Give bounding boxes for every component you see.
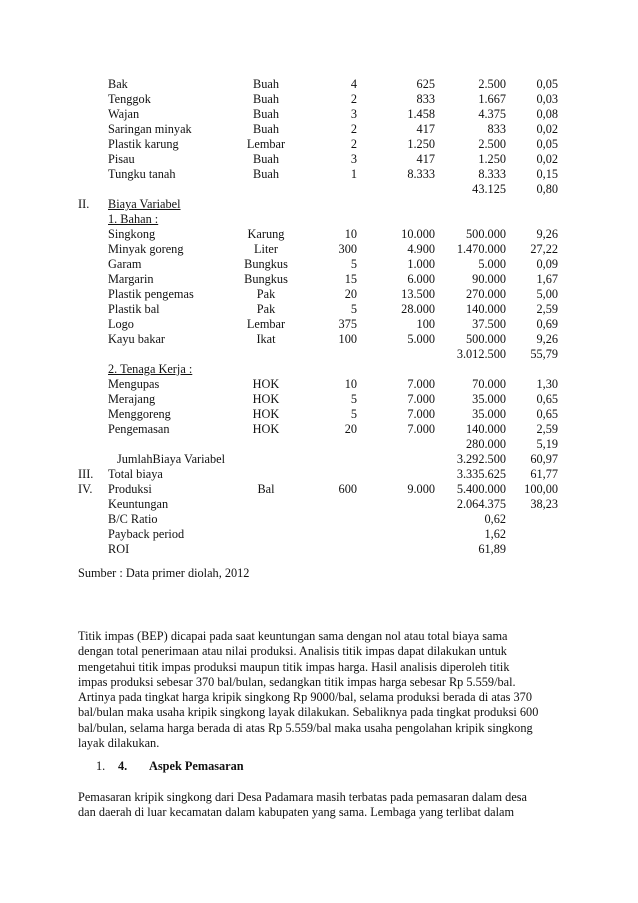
roman-numeral-cell: III. bbox=[78, 467, 94, 481]
roman-numeral-cell bbox=[78, 227, 108, 242]
marketing-paragraph bbox=[78, 790, 558, 821]
item-name-cell: Margarin bbox=[108, 272, 154, 286]
percent-cell bbox=[506, 527, 558, 542]
roman-numeral-cell bbox=[78, 392, 108, 407]
quantity-cell bbox=[306, 362, 357, 377]
table-row bbox=[78, 482, 558, 497]
item-name-cell: Menggoreng bbox=[108, 407, 171, 421]
table-row bbox=[78, 362, 558, 377]
roman-numeral-cell bbox=[78, 287, 108, 302]
source-note: Sumber : Data primer diolah, 2012 bbox=[78, 566, 250, 580]
total-cell: 61,89 bbox=[478, 542, 506, 556]
percent-cell: 9,26 bbox=[536, 332, 558, 346]
table-row bbox=[78, 467, 558, 482]
percent-cell: 0,09 bbox=[536, 257, 558, 271]
unit-cell bbox=[226, 542, 306, 557]
total-cell: 70.000 bbox=[472, 377, 506, 391]
total-cell: 2.500 bbox=[478, 137, 506, 151]
roman-numeral-cell bbox=[78, 317, 108, 332]
heading-number-inner: 4. bbox=[118, 759, 128, 773]
unit-price-cell: 4.900 bbox=[407, 242, 435, 256]
total-cell: 43.125 bbox=[472, 182, 506, 196]
unit-price-cell: 1.458 bbox=[407, 107, 435, 121]
total-cell: 5.400.000 bbox=[456, 482, 506, 496]
roman-numeral-cell bbox=[78, 497, 108, 512]
quantity-cell: 600 bbox=[338, 482, 357, 496]
table-row bbox=[78, 407, 558, 422]
unit-cell bbox=[226, 182, 306, 197]
item-name-cell: Pengemasan bbox=[108, 422, 170, 436]
quantity-cell: 5 bbox=[350, 302, 357, 316]
unit-price-cell bbox=[357, 542, 435, 557]
roman-numeral-cell bbox=[78, 437, 108, 452]
percent-cell: 0,65 bbox=[536, 407, 558, 421]
quantity-cell bbox=[306, 542, 357, 557]
table-row bbox=[78, 347, 558, 362]
roman-numeral-cell bbox=[78, 422, 108, 437]
roman-numeral-cell bbox=[78, 527, 108, 542]
item-name-cell: Wajan bbox=[108, 107, 140, 121]
unit-price-cell: 417 bbox=[416, 122, 435, 136]
unit-cell: Lembar bbox=[246, 137, 286, 151]
unit-price-cell: 5.000 bbox=[407, 332, 435, 346]
percent-cell bbox=[506, 542, 558, 557]
item-name-cell: Logo bbox=[108, 317, 134, 331]
unit-price-cell: 417 bbox=[416, 152, 435, 166]
unit-price-cell: 28.000 bbox=[401, 302, 435, 316]
item-name-cell: ROI bbox=[108, 542, 130, 556]
item-name-cell: Plastik pengemas bbox=[108, 287, 194, 301]
unit-cell bbox=[226, 512, 306, 527]
roman-numeral-cell bbox=[78, 92, 108, 107]
table-row bbox=[78, 152, 558, 167]
item-name-cell: Biaya Variabel bbox=[108, 197, 181, 211]
item-name-cell: Kayu bakar bbox=[108, 332, 166, 346]
total-cell: 37.500 bbox=[472, 317, 506, 331]
percent-cell: 1,67 bbox=[536, 272, 558, 286]
quantity-cell bbox=[306, 467, 357, 482]
percent-cell: 27,22 bbox=[530, 242, 558, 256]
item-name-cell: JumlahBiaya Variabel bbox=[117, 452, 226, 466]
percent-cell bbox=[506, 362, 558, 377]
total-cell: 0,62 bbox=[484, 512, 506, 526]
roman-numeral-cell bbox=[78, 257, 108, 272]
total-cell: 4.375 bbox=[478, 107, 506, 121]
percent-cell bbox=[506, 197, 558, 212]
unit-cell bbox=[226, 362, 306, 377]
percent-cell bbox=[506, 512, 558, 527]
total-cell: 2.500 bbox=[478, 77, 506, 91]
total-cell: 1.470.000 bbox=[456, 242, 506, 256]
roman-numeral-cell bbox=[78, 152, 108, 167]
unit-cell bbox=[226, 527, 306, 542]
item-name-cell: Keuntungan bbox=[108, 497, 169, 511]
unit-price-cell bbox=[357, 347, 435, 362]
unit-price-cell bbox=[357, 212, 435, 227]
unit-cell: HOK bbox=[252, 392, 280, 406]
table-row bbox=[78, 122, 558, 137]
table-row bbox=[78, 542, 558, 557]
quantity-cell bbox=[306, 182, 357, 197]
item-name-cell: Tenggok bbox=[108, 92, 151, 106]
table-row bbox=[78, 182, 558, 197]
roman-numeral-cell bbox=[78, 242, 108, 257]
unit-cell: Bungkus bbox=[244, 257, 288, 271]
unit-cell: HOK bbox=[252, 407, 280, 421]
total-cell: 500.000 bbox=[466, 227, 506, 241]
roman-numeral-cell bbox=[78, 542, 108, 557]
quantity-cell: 1 bbox=[350, 167, 357, 181]
unit-price-cell bbox=[357, 527, 435, 542]
unit-cell: Buah bbox=[253, 152, 279, 166]
total-cell: 5.000 bbox=[478, 257, 506, 271]
unit-cell: HOK bbox=[252, 422, 280, 436]
percent-cell: 5,19 bbox=[536, 437, 558, 451]
roman-numeral-cell bbox=[78, 362, 108, 377]
paragraph-line: bal/bulan, selama harga berada di atas Rp 5.559/bal maka usaha pengolahan kripik singkong bbox=[78, 720, 533, 735]
unit-price-cell: 7.000 bbox=[407, 377, 435, 391]
total-cell: 1.250 bbox=[478, 152, 506, 166]
total-cell: 8.333 bbox=[478, 167, 506, 181]
roman-numeral-cell bbox=[78, 137, 108, 152]
item-name-cell: Bak bbox=[108, 77, 128, 91]
unit-price-cell: 7.000 bbox=[407, 422, 435, 436]
quantity-cell bbox=[306, 527, 357, 542]
roman-numeral-cell bbox=[78, 122, 108, 137]
quantity-cell bbox=[306, 197, 357, 212]
unit-cell: Bal bbox=[257, 482, 275, 496]
percent-cell: 60,97 bbox=[530, 452, 558, 466]
unit-price-cell: 1.000 bbox=[407, 257, 435, 271]
table-row bbox=[78, 197, 558, 212]
total-cell: 3.292.500 bbox=[456, 452, 506, 466]
item-name-cell bbox=[108, 347, 226, 362]
item-name-cell: Pisau bbox=[108, 152, 135, 166]
item-name-cell: 2. Tenaga Kerja : bbox=[108, 362, 193, 376]
unit-cell bbox=[226, 497, 306, 512]
percent-cell: 0,15 bbox=[536, 167, 558, 181]
table-row bbox=[78, 137, 558, 152]
unit-cell: Pak bbox=[256, 287, 276, 301]
paragraph-line: Titik impas (BEP) dicapai pada saat keuntungan sama dengan nol atau total biaya sama bbox=[78, 629, 508, 643]
item-name-cell: Tungku tanah bbox=[108, 167, 176, 181]
table-row bbox=[78, 92, 558, 107]
total-cell: 3.335.625 bbox=[456, 467, 506, 481]
roman-numeral-cell bbox=[78, 212, 108, 227]
cost-analysis-table bbox=[78, 77, 558, 557]
item-name-cell: Payback period bbox=[108, 527, 185, 541]
unit-price-cell: 100 bbox=[416, 317, 435, 331]
roman-numeral-cell bbox=[78, 272, 108, 287]
percent-cell: 0,02 bbox=[536, 152, 558, 166]
unit-price-cell bbox=[357, 467, 435, 482]
unit-cell: Buah bbox=[253, 107, 279, 121]
table-row bbox=[78, 452, 558, 467]
item-name-cell: Plastik bal bbox=[108, 302, 160, 316]
percent-cell: 100,00 bbox=[524, 482, 558, 496]
table-row bbox=[78, 437, 558, 452]
roman-numeral-cell bbox=[78, 407, 108, 422]
percent-cell: 0,69 bbox=[536, 317, 558, 331]
unit-price-cell: 833 bbox=[416, 92, 435, 106]
item-name-cell: Plastik karung bbox=[108, 137, 179, 151]
quantity-cell: 375 bbox=[338, 317, 357, 331]
item-name-cell: Saringan minyak bbox=[108, 122, 192, 136]
quantity-cell: 20 bbox=[344, 422, 357, 436]
percent-cell: 2,59 bbox=[536, 422, 558, 436]
table-row bbox=[78, 527, 558, 542]
total-cell: 140.000 bbox=[466, 422, 506, 436]
unit-price-cell: 7.000 bbox=[407, 392, 435, 406]
unit-cell: Pak bbox=[256, 302, 276, 316]
quantity-cell: 5 bbox=[350, 407, 357, 421]
percent-cell: 1,30 bbox=[536, 377, 558, 391]
table-row bbox=[78, 287, 558, 302]
percent-cell: 0,03 bbox=[536, 92, 558, 106]
total-cell: 500.000 bbox=[466, 332, 506, 346]
unit-price-cell bbox=[357, 452, 435, 467]
table-row bbox=[78, 227, 558, 242]
unit-price-cell bbox=[357, 512, 435, 527]
unit-cell bbox=[226, 347, 306, 362]
item-name-cell bbox=[108, 182, 226, 197]
unit-price-cell: 1.250 bbox=[407, 137, 435, 151]
item-name-cell: Garam bbox=[108, 257, 142, 271]
item-name-cell: 1. Bahan : bbox=[108, 212, 159, 226]
table-row bbox=[78, 212, 558, 227]
unit-price-cell: 7.000 bbox=[407, 407, 435, 421]
percent-cell: 0,08 bbox=[536, 107, 558, 121]
paragraph-line: impas produksi sebesar 370 bal/bulan, sedangkan titik impas harga sebesar Rp 5.559/bal. bbox=[78, 674, 516, 689]
unit-cell: Buah bbox=[253, 77, 279, 91]
roman-numeral-cell bbox=[78, 512, 108, 527]
roman-numeral-cell bbox=[78, 332, 108, 347]
roman-numeral-cell bbox=[78, 107, 108, 122]
quantity-cell bbox=[306, 452, 357, 467]
paragraph-line: layak dilakukan. bbox=[78, 735, 160, 750]
quantity-cell: 100 bbox=[338, 332, 357, 346]
quantity-cell bbox=[306, 212, 357, 227]
table-row bbox=[78, 497, 558, 512]
quantity-cell bbox=[306, 497, 357, 512]
unit-price-cell: 13.500 bbox=[401, 287, 435, 301]
item-name-cell: Total biaya bbox=[108, 467, 163, 481]
table-row bbox=[78, 377, 558, 392]
section-heading bbox=[96, 759, 244, 774]
unit-price-cell: 9.000 bbox=[407, 482, 435, 496]
total-cell: 280.000 bbox=[466, 437, 506, 451]
total-cell bbox=[435, 197, 506, 212]
unit-cell bbox=[226, 197, 306, 212]
total-cell: 90.000 bbox=[472, 272, 506, 286]
total-cell bbox=[435, 212, 506, 227]
paragraph-line: dengan total penerimaan atau nilai produksi. Analisis titik impas dapat dilakukan untuk bbox=[78, 644, 507, 659]
unit-cell: Buah bbox=[253, 122, 279, 136]
quantity-cell: 4 bbox=[350, 77, 357, 91]
unit-cell bbox=[226, 212, 306, 227]
roman-numeral-cell bbox=[78, 77, 108, 92]
roman-numeral-cell bbox=[78, 302, 108, 317]
table-row bbox=[78, 512, 558, 527]
percent-cell: 55,79 bbox=[530, 347, 558, 361]
total-cell: 2.064.375 bbox=[456, 497, 506, 511]
heading-number-outer: 1. bbox=[96, 759, 106, 773]
table-row bbox=[78, 422, 558, 437]
bep-paragraph bbox=[78, 629, 558, 751]
table-row bbox=[78, 392, 558, 407]
quantity-cell: 10 bbox=[344, 377, 357, 391]
table-row bbox=[78, 272, 558, 287]
roman-numeral-cell bbox=[78, 452, 108, 467]
quantity-cell: 3 bbox=[350, 152, 357, 166]
total-cell: 270.000 bbox=[466, 287, 506, 301]
item-name-cell: Singkong bbox=[108, 227, 156, 241]
table-row bbox=[78, 332, 558, 347]
total-cell: 833 bbox=[487, 122, 506, 136]
roman-numeral-cell bbox=[78, 167, 108, 182]
paragraph-line: dan daerah di luar kecamatan dalam kabupaten yang sama. Lembaga yang terlibat dalam bbox=[78, 805, 515, 820]
percent-cell: 0,65 bbox=[536, 392, 558, 406]
quantity-cell: 2 bbox=[350, 137, 357, 151]
percent-cell: 61,77 bbox=[530, 467, 558, 481]
item-name-cell: B/C Ratio bbox=[108, 512, 158, 526]
unit-price-cell bbox=[357, 437, 435, 452]
quantity-cell: 5 bbox=[350, 392, 357, 406]
quantity-cell: 2 bbox=[350, 122, 357, 136]
percent-cell: 5,00 bbox=[536, 287, 558, 301]
roman-numeral-cell bbox=[78, 347, 108, 362]
paragraph-line: Pemasaran kripik singkong dari Desa Padamara masih terbatas pada pemasaran dalam desa bbox=[78, 790, 528, 804]
table-row bbox=[78, 302, 558, 317]
quantity-cell bbox=[306, 512, 357, 527]
heading-title: Aspek Pemasaran bbox=[149, 759, 244, 773]
unit-cell: Karung bbox=[247, 227, 285, 241]
quantity-cell bbox=[306, 347, 357, 362]
percent-cell bbox=[506, 212, 558, 227]
cost-table-body bbox=[78, 77, 558, 557]
unit-cell: Buah bbox=[253, 92, 279, 106]
table-row bbox=[78, 77, 558, 92]
percent-cell: 9,26 bbox=[536, 227, 558, 241]
item-name-cell bbox=[108, 437, 226, 452]
quantity-cell: 3 bbox=[350, 107, 357, 121]
total-cell: 35.000 bbox=[472, 392, 506, 406]
roman-numeral-cell bbox=[78, 182, 108, 197]
unit-price-cell bbox=[357, 497, 435, 512]
unit-cell bbox=[226, 437, 306, 452]
table-row bbox=[78, 167, 558, 182]
item-name-cell: Minyak goreng bbox=[108, 242, 184, 256]
quantity-cell bbox=[306, 437, 357, 452]
item-name-cell: Produksi bbox=[108, 482, 152, 496]
paragraph-line: Artinya pada tingkat harga kripik singkong Rp 9000/bal, selama produksi berada di atas 370 bbox=[78, 690, 532, 704]
item-name-cell: Mengupas bbox=[108, 377, 160, 391]
roman-numeral-cell bbox=[78, 377, 108, 392]
unit-price-cell bbox=[357, 197, 435, 212]
unit-price-cell: 6.000 bbox=[407, 272, 435, 286]
unit-cell: Buah bbox=[253, 167, 279, 181]
unit-price-cell: 10.000 bbox=[401, 227, 435, 241]
quantity-cell: 2 bbox=[350, 92, 357, 106]
unit-price-cell bbox=[357, 182, 435, 197]
unit-price-cell: 625 bbox=[416, 77, 435, 91]
total-cell: 140.000 bbox=[466, 302, 506, 316]
percent-cell: 2,59 bbox=[536, 302, 558, 316]
unit-price-cell bbox=[357, 362, 435, 377]
paragraph-line: mengetahui titik impas produksi maupun titik impas harga. Hasil analisis diperoleh titik bbox=[78, 659, 510, 674]
table-row bbox=[78, 317, 558, 332]
percent-cell: 0,05 bbox=[536, 77, 558, 91]
unit-cell: Bungkus bbox=[244, 272, 288, 286]
table-row bbox=[78, 242, 558, 257]
quantity-cell: 10 bbox=[344, 227, 357, 241]
percent-cell: 0,02 bbox=[536, 122, 558, 136]
percent-cell: 38,23 bbox=[530, 497, 558, 511]
table-row bbox=[78, 257, 558, 272]
unit-cell bbox=[226, 467, 306, 482]
quantity-cell: 300 bbox=[338, 242, 357, 256]
unit-cell: Ikat bbox=[256, 332, 276, 346]
unit-cell: HOK bbox=[252, 377, 280, 391]
unit-cell: Lembar bbox=[246, 317, 286, 331]
quantity-cell: 20 bbox=[344, 287, 357, 301]
total-cell bbox=[435, 362, 506, 377]
table-row bbox=[78, 107, 558, 122]
total-cell: 1.667 bbox=[478, 92, 506, 106]
total-cell: 1,62 bbox=[484, 527, 506, 541]
total-cell: 35.000 bbox=[472, 407, 506, 421]
unit-price-cell: 8.333 bbox=[407, 167, 435, 181]
unit-cell: Liter bbox=[254, 242, 278, 256]
total-cell: 3.012.500 bbox=[456, 347, 506, 361]
roman-numeral-cell: IV. bbox=[78, 482, 93, 496]
item-name-cell: Merajang bbox=[108, 392, 156, 406]
paragraph-line: bal/bulan maka usaha kripik singkong layak dilakukan. Sebaliknya pada tingkat produksi 600 bbox=[78, 705, 539, 720]
roman-numeral-cell: II. bbox=[78, 197, 90, 211]
quantity-cell: 5 bbox=[350, 257, 357, 271]
percent-cell: 0,80 bbox=[536, 182, 558, 196]
quantity-cell: 15 bbox=[344, 272, 357, 286]
unit-cell bbox=[226, 452, 306, 467]
percent-cell: 0,05 bbox=[536, 137, 558, 151]
